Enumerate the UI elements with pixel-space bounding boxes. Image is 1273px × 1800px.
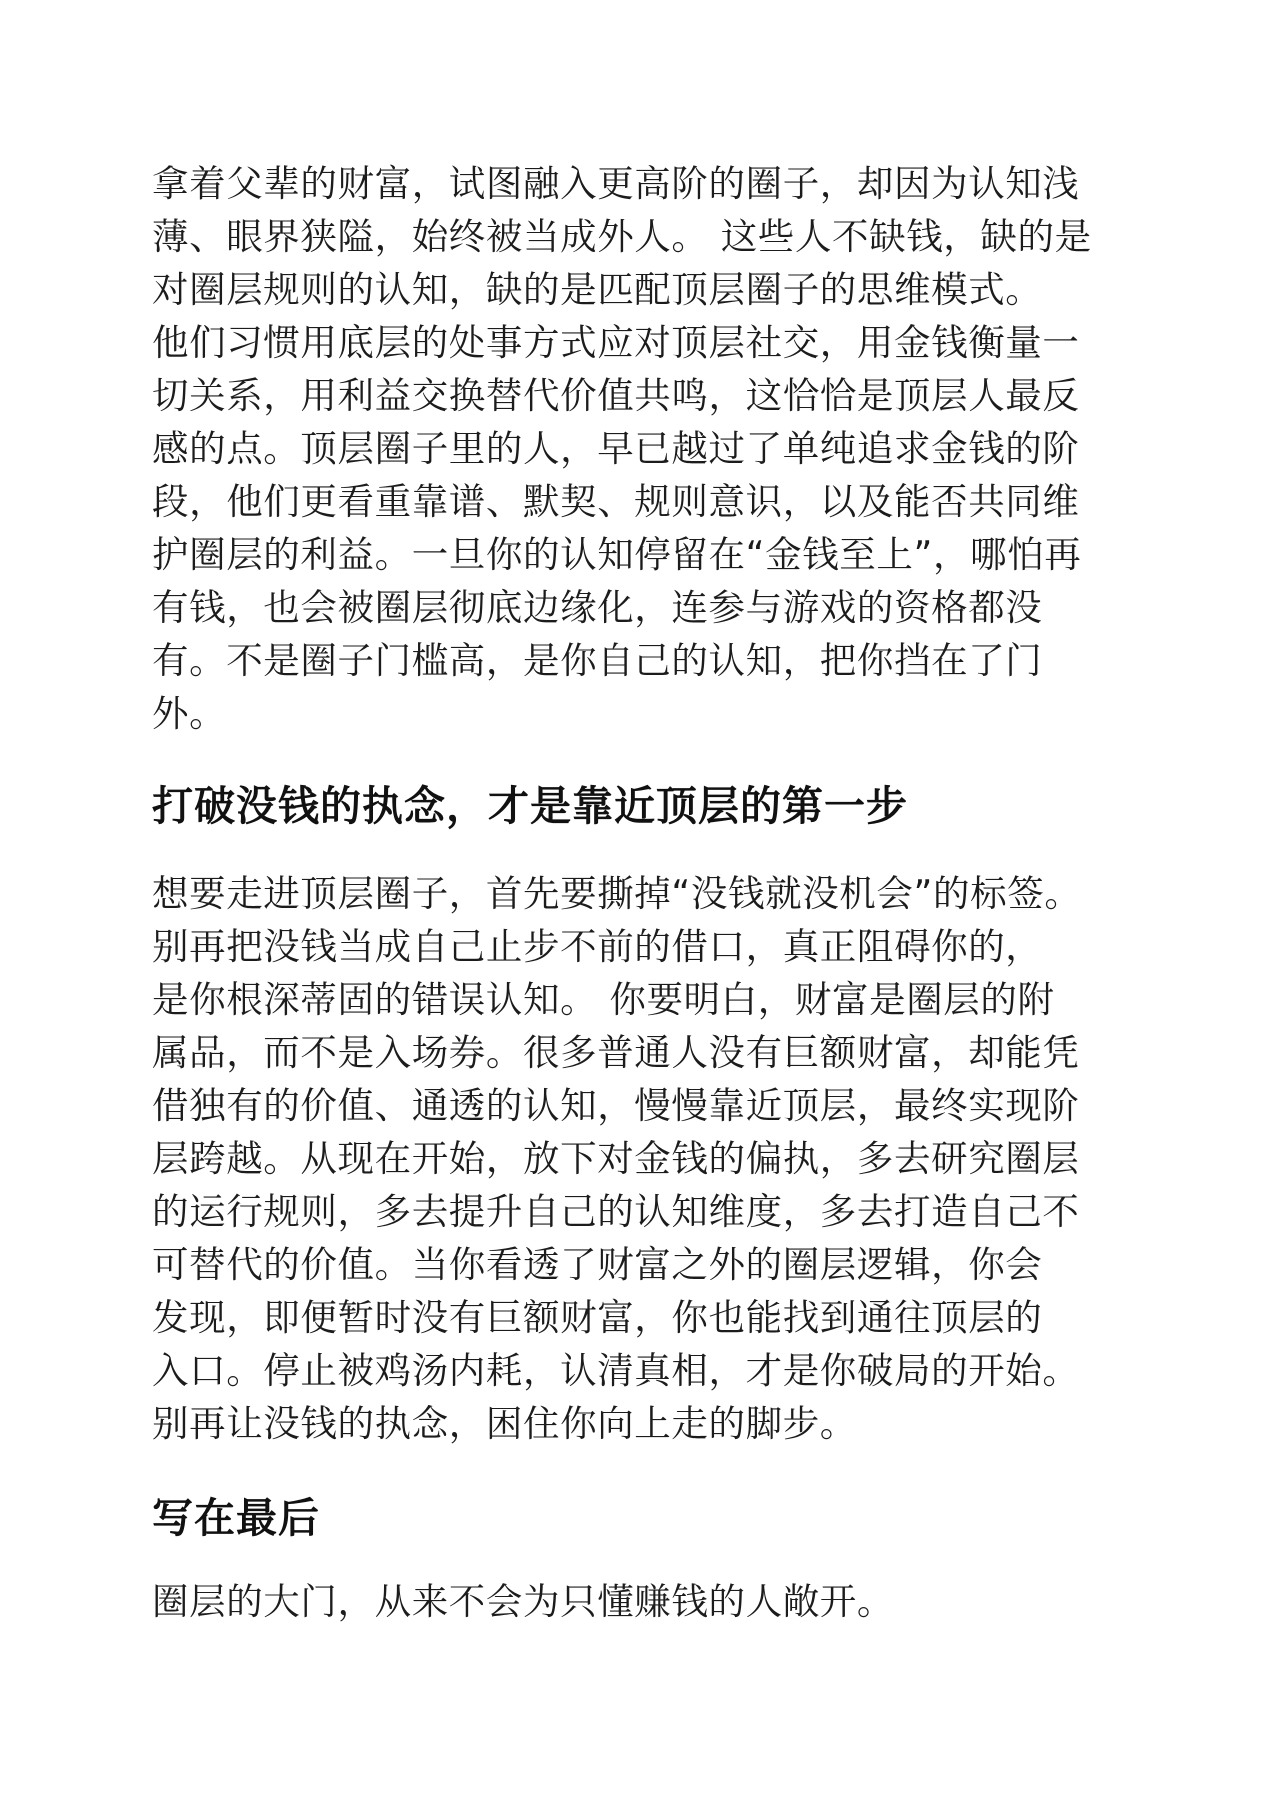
paragraph-1-line-5: 切关系，用利益交换替代价值共鸣，这恰恰是顶层人最反	[152, 374, 1080, 417]
paragraph-1-line-1: 拿着父辈的财富，试图融入更高阶的圈子，却因为认知浅	[152, 162, 1080, 205]
paragraph-1-line-2: 薄、眼界狭隘，始终被当成外人。 这些人不缺钱，缺的是	[152, 215, 1092, 258]
paragraph-1-line-6: 感的点。顶层圈子里的人，早已越过了单纯追求金钱的阶	[152, 427, 1080, 470]
paragraph-1-line-10: 有。不是圈子门槛高，是你自己的认知，把你挡在了门	[152, 639, 1043, 682]
paragraph-2-line-8: 可替代的价值。当你看透了财富之外的圈层逻辑，你会	[152, 1243, 1043, 1286]
paragraph-1-line-8: 护圈层的利益。一旦你的认知停留在“金钱至上”，哪怕再	[152, 533, 1082, 576]
paragraph-3-line-1: 圈层的大门，从来不会为只懂赚钱的人敞开。	[152, 1580, 894, 1623]
paragraph-2-line-3: 是你根深蒂固的错误认知。 你要明白，财富是圈层的附	[152, 978, 1055, 1021]
paragraph-1-line-3: 对圈层规则的认知，缺的是匹配顶层圈子的思维模式。	[152, 268, 1043, 311]
paragraph-2-line-2: 别再把没钱当成自己止步不前的借口，真正阻碍你的，	[152, 925, 1043, 968]
paragraph-2-line-1: 想要走进顶层圈子，首先要撕掉“没钱就没机会”的标签。	[152, 872, 1082, 915]
section-heading-1: 打破没钱的执念，才是靠近顶层的第一步	[152, 782, 908, 830]
paragraph-2-line-10: 入口。停止被鸡汤内耗，认清真相，才是你破局的开始。	[152, 1349, 1080, 1392]
paragraph-2-line-5: 借独有的价值、通透的认知，慢慢靠近顶层，最终实现阶	[152, 1084, 1080, 1127]
paragraph-1-line-7: 段，他们更看重靠谱、默契、规则意识，以及能否共同维	[152, 480, 1080, 523]
paragraph-1-line-4: 他们习惯用底层的处事方式应对顶层社交，用金钱衡量一	[152, 321, 1080, 364]
paragraph-2-line-11: 别再让没钱的执念，困住你向上走的脚步。	[152, 1402, 857, 1445]
paragraph-2-line-7: 的运行规则，多去提升自己的认知维度，多去打造自己不	[152, 1190, 1080, 1233]
section-heading-2: 写在最后	[152, 1494, 320, 1542]
paragraph-2-line-4: 属品，而不是入场券。很多普通人没有巨额财富，却能凭	[152, 1031, 1080, 1074]
paragraph-2-line-6: 层跨越。从现在开始，放下对金钱的偏执，多去研究圈层	[152, 1137, 1080, 1180]
paragraph-2-line-9: 发现，即便暂时没有巨额财富，你也能找到通往顶层的	[152, 1296, 1043, 1339]
paragraph-1-line-9: 有钱，也会被圈层彻底边缘化，连参与游戏的资格都没	[152, 586, 1043, 629]
paragraph-1-line-11: 外。	[152, 692, 227, 735]
